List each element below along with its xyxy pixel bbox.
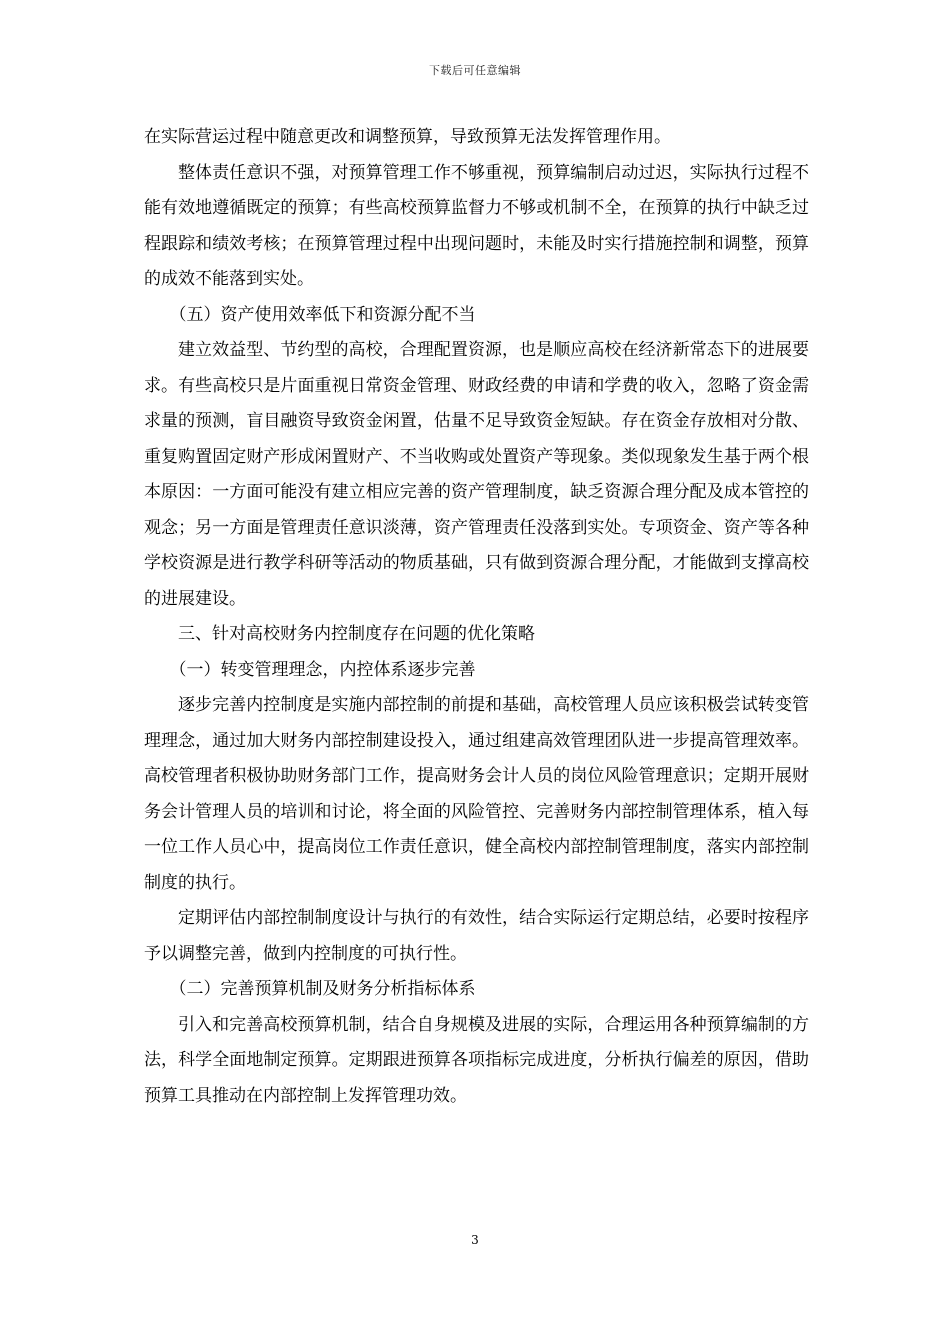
paragraph-asset-efficiency: 建立效益型、节约型的高校，合理配置资源，也是顺应高校在经济新常态下的进展要求。有些高校只是片面重视日常资金管理、财政经费的申请和学费的收入，忽略了资金需求量的预测，盲目融资导致资金闲置，估量不足导致资金短缺。存在资金存放相对分散、重复购置固定财产形成闲置财产、不当收购或处置资产等现象。类似现象发生基于两个根本原因：一方面可能没有建立相应完善的资产管理制度，缺乏资源合理分配及成本管控的观念；另一方面是管理责任意识淡薄，资产管理责任没落到实处。专项资金、资产等各种学校资源是进行教学科研等活动的物质基础，只有做到资源合理分配，才能做到支撑高校的进展建设。 [144,340,809,609]
chapter-heading-3: 三、针对高校财务内控制度存在问题的优化策略 [178,624,535,644]
page-header-note: 下载后可任意编辑 [429,64,521,77]
section-heading-5: （五）资产使用效率低下和资源分配不当 [169,304,476,325]
page-number: 3 [471,1233,479,1247]
paragraph-budget-mechanism: 引入和完善高校预算机制，结合自身规模及进展的实际，合理运用各种预算编制的方法，科学全面地制定预算。定期跟进预算各项指标完成进度，分析执行偏差的原因，借助预算工具推动在内部控制上发挥管理功效。 [144,1014,809,1106]
document-body [144,120,809,1114]
paragraph-budget-responsibility: 整体责任意识不强，对预算管理工作不够重视，预算编制启动过迟，实际执行过程不能有效地遵循既定的预算；有些高校预算监督力不够或机制不全，在预算的执行中缺乏过程跟踪和绩效考核；在预算管理过程中出现问题时，未能及时实行措施控制和调整，预算的成效不能落到实处。 [144,162,809,289]
paragraph-continuation: 在实际营运过程中随意更改和调整预算，导致预算无法发挥管理作用。 [144,127,671,147]
section-heading-3-1: （一）转变管理理念，内控体系逐步完善 [169,659,476,680]
paragraph-periodic-evaluation: 定期评估内部控制制度设计与执行的有效性，结合实际运行定期总结，必要时按程序予以调整完善，做到内控制度的可执行性。 [144,908,809,964]
section-heading-3-2: （二）完善预算机制及财务分析指标体系 [169,979,476,999]
paragraph-management-concept: 逐步完善内控制度是实施内部控制的前提和基础，高校管理人员应该积极尝试转变管理理念，通过加大财务内部控制建设投入，通过组建高效管理团队进一步提高管理效率。高校管理者积极协助财务部门工作，提高财务会计人员的岗位风险管理意识；定期开展财务会计管理人员的培训和讨论，将全面的风险管控、完善财务内部控制管理体系，植入每一位工作人员心中，提高岗位工作责任意识，健全高校内部控制管理制度，落实内部控制制度的执行。 [144,695,809,893]
